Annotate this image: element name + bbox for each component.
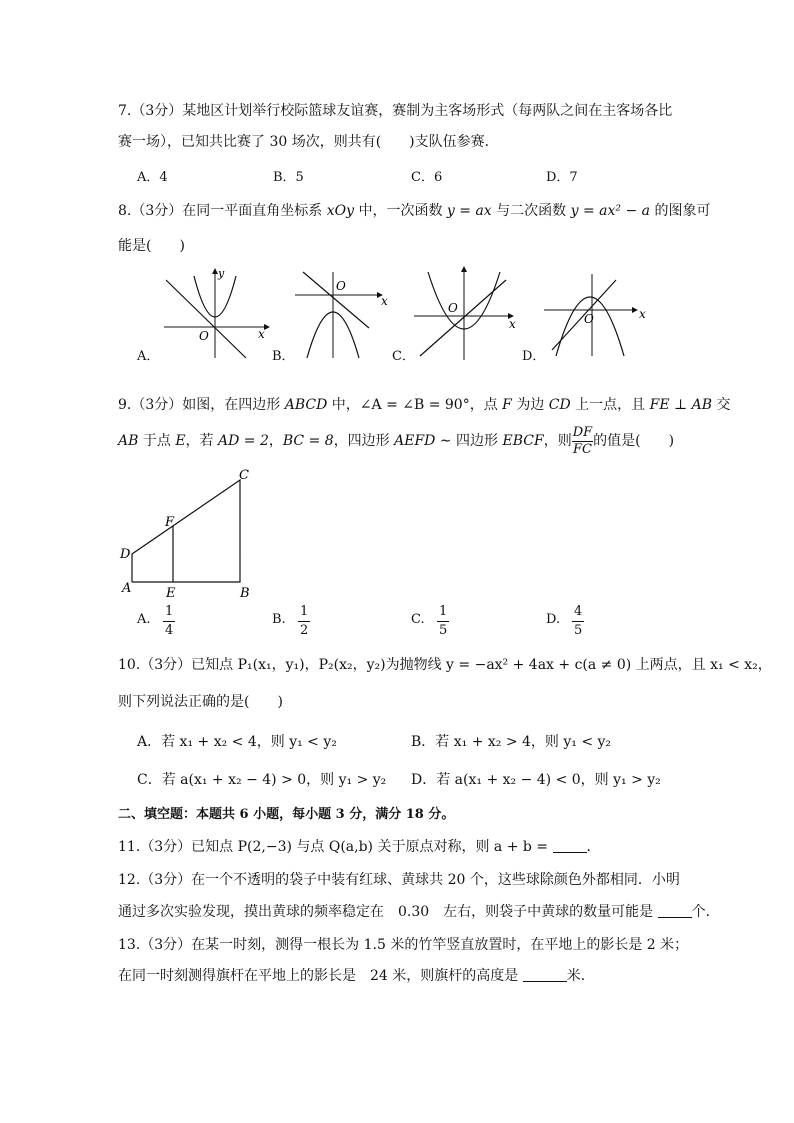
q10-option-a: A．若 x₁ + x₂ < 4，则 y₁ < y₂ — [137, 734, 337, 750]
q7-line2: 赛一场），已知共比赛了 30 场次，则共有( )支队伍参赛． — [118, 134, 499, 150]
q9-option-c-letter: C. — [411, 612, 425, 627]
y-label: y — [218, 267, 225, 280]
q11-line: 11.（3分）已知点 P(2,−3) 与点 Q(a,b) 关于原点对称，则 a + b = ． — [118, 839, 601, 855]
q9-line1: 9.（3分）如图，在四边形 ABCD 中，∠A = ∠B = 90°，点 F 为边 CD 上一点，且 FE ⊥ AB 交 — [118, 397, 731, 413]
q9-option-a-fraction: 1 4 — [165, 604, 174, 638]
q13-answer-blank[interactable] — [523, 967, 567, 982]
origin-label: O — [448, 301, 458, 315]
q10-line2: 则下列说法正确的是( ) — [118, 694, 283, 710]
q8-option-d: D． — [522, 349, 546, 364]
q9-option-d-fraction: 4 5 — [574, 604, 583, 638]
q12-answer-blank[interactable] — [658, 903, 692, 918]
label-e: E — [166, 586, 176, 601]
origin-label: O — [584, 312, 594, 326]
q10-option-b: B．若 x₁ + x₂ > 4，则 y₁ < y₂ — [411, 734, 612, 750]
q8-graph-a — [160, 266, 272, 362]
label-b: B — [240, 586, 250, 601]
q13-line1: 13.（3分）在某一时刻，测得一根长为 1.5 米的竹竿竖直放置时，在平地上的影长是 2 米； — [118, 937, 689, 953]
x-label: x — [258, 327, 265, 341]
q7-line1: 7.（3分）某地区计划举行校际篮球友谊赛，赛制为主客场形式（每两队之间在主客场各比 — [118, 103, 673, 119]
origin-label: O — [199, 329, 209, 343]
q10-line1: 10.（3分）已知点 P₁(x₁，y₁)，P₂(x₂，y₂)为抛物线 y = −ax² + 4ax + c(a ≠ 0) 上两点，且 x₁ < x₂， — [118, 657, 772, 673]
q8-graph-b — [293, 268, 393, 360]
q7-option-a: A．4 — [137, 170, 168, 185]
line — [420, 280, 506, 356]
section-2-heading: 二、填空题：本题共 6 小题，每小题 3 分，满分 18 分。 — [118, 807, 455, 822]
q9-option-b-fraction: 1 2 — [300, 604, 309, 638]
q8-option-c: C． — [392, 349, 415, 364]
q7-option-d: D．7 — [546, 170, 578, 185]
q12-line2: 通过多次实验发现，摸出黄球的频率稳定在 0.30 左右，则袋子中黄球的数量可能是 个． — [118, 904, 720, 920]
q9-line2: AB 于点 E，若 AD = 2，BC = 8，四边形 AEFD ∼ 四边形 EBCF，则 $\frac{DF}{FC}$ 的值是( ) — [118, 424, 675, 457]
q9-quadrilateral-figure — [112, 466, 262, 602]
x-axis-arrow — [264, 324, 270, 330]
origin-label: O — [336, 279, 346, 293]
q8-line1: 8.（3分）在同一平面直角坐标系 xOy 中，一次函数 y = ax 与二次函数 y = ax² − a 的图象可 — [118, 203, 711, 219]
q9-option-c-fraction: 1 5 — [439, 604, 448, 638]
q13-line2: 在同一时刻测得旗杆在平地上的影长是 24 米，则旗杆的高度是 米． — [118, 968, 595, 984]
line — [166, 280, 246, 358]
q8-line2: 能是( ) — [118, 238, 185, 254]
x-label: x — [509, 317, 516, 331]
q7-option-b: B．5 — [273, 170, 304, 185]
q7-option-c: C．6 — [411, 170, 443, 185]
label-a: A — [122, 581, 132, 596]
q9-fraction: $\frac{DF}{FC}$ — [572, 424, 593, 457]
q9-option-b-letter: B. — [272, 612, 286, 627]
q8-option-a: A． — [137, 349, 160, 364]
q8-option-b: B． — [272, 349, 295, 364]
q11-answer-blank[interactable] — [553, 838, 587, 853]
q10-option-c: C．若 a(x₁ + x₂ − 4) > 0，则 y₁ > y₂ — [137, 772, 387, 788]
x-axis-arrow — [632, 307, 638, 313]
y-axis-arrow — [461, 266, 467, 272]
q8-graph-c — [412, 266, 524, 362]
parabola — [556, 297, 624, 356]
q9-option-d-letter: D. — [546, 612, 561, 627]
label-d: D — [120, 547, 131, 562]
x-label: x — [639, 307, 646, 321]
label-c: C — [239, 468, 249, 483]
q8-graph-d — [542, 266, 654, 362]
x-label: x — [381, 294, 388, 308]
q12-line1: 12.（3分）在一个不透明的袋子中装有红球、黄球共 20 个，这些球除颜色外都相同．小明 — [118, 872, 680, 888]
q9-option-a-letter: A. — [137, 612, 151, 627]
quadrilateral-abcd — [132, 480, 240, 582]
q10-option-d: D．若 a(x₁ + x₂ − 4) < 0，则 y₁ > y₂ — [411, 772, 661, 788]
label-f: F — [165, 515, 175, 530]
